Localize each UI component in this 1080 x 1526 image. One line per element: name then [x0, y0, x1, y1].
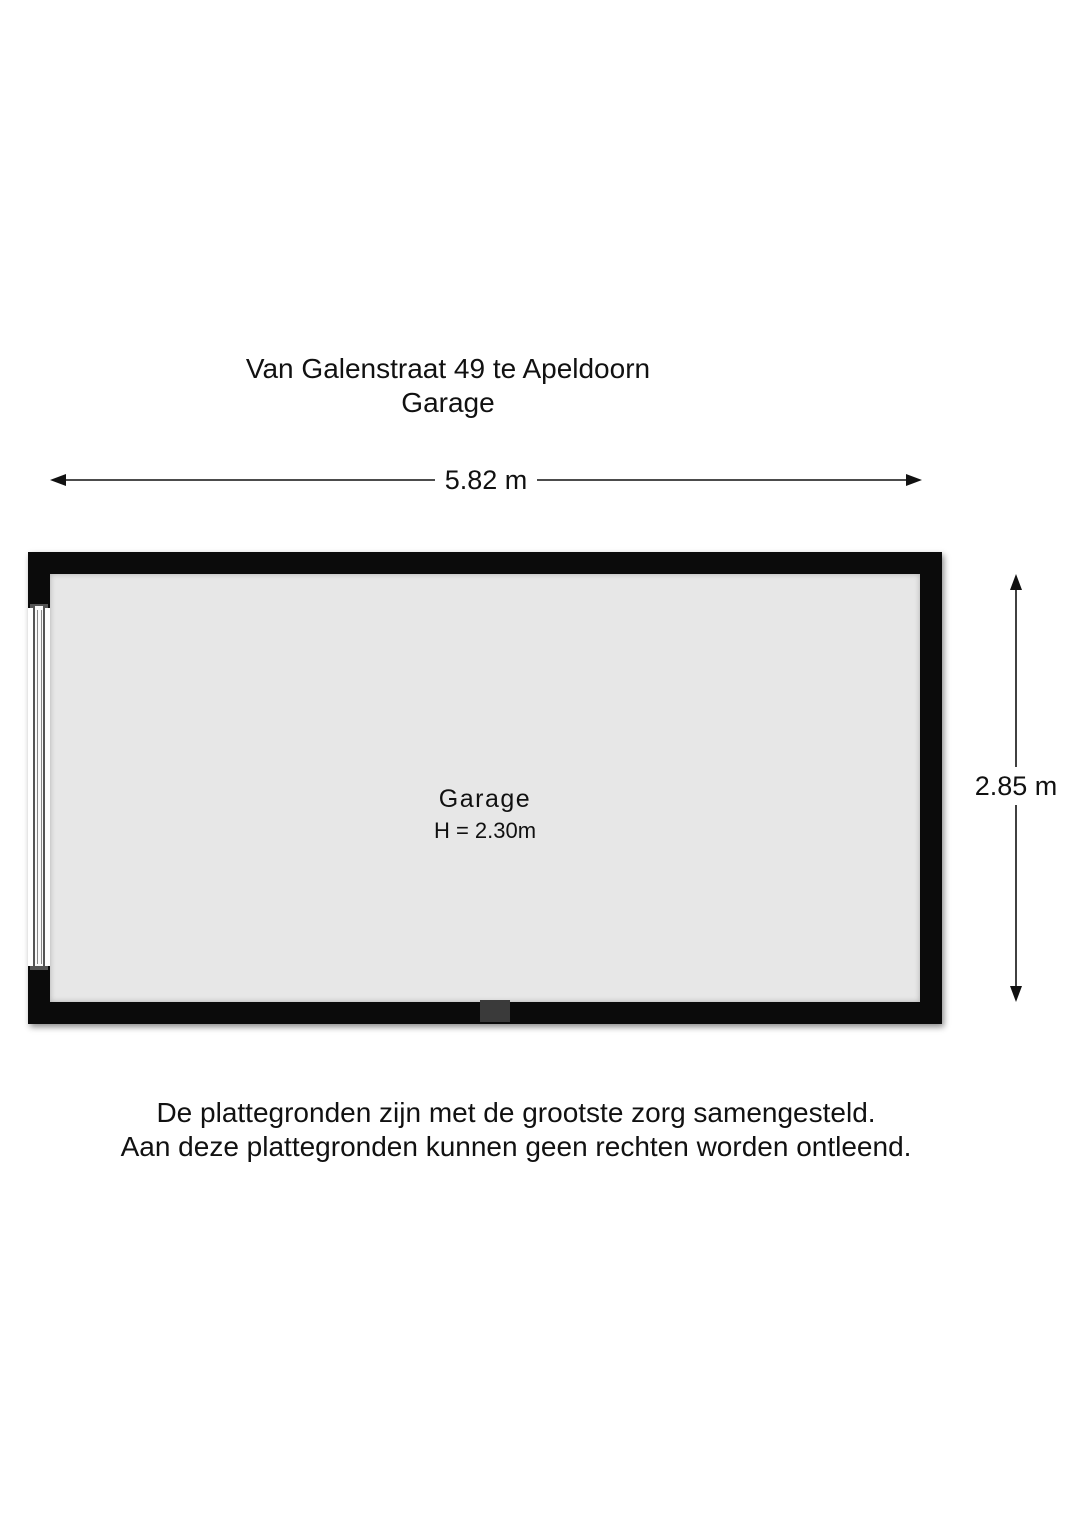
address-title: Van Galenstraat 49 te Apeldoorn: [245, 353, 651, 384]
depth-dimension-label: 2.85 m: [975, 767, 1058, 805]
garage-room-floor: [50, 574, 920, 1002]
depth-dimension-line: [960, 572, 1072, 1004]
door-jamb-bottom: [30, 966, 48, 970]
garage-door-icon: [33, 606, 45, 968]
floor-title: Garage: [401, 387, 495, 418]
width-dimension-label: 5.82 m: [435, 465, 538, 495]
disclaimer-line-2: Aan deze plattegronden kunnen geen rechten worden ontleend.: [120, 1131, 912, 1162]
width-arrow: [48, 462, 924, 498]
width-dimension-line: [48, 462, 924, 498]
disclaimer-line-1: De plattegronden zijn met de grootste zorg samengesteld.: [156, 1097, 876, 1128]
room-name-label: Garage: [438, 785, 532, 813]
wall-column: [480, 1000, 510, 1022]
room-height-label: H = 2.30m: [433, 818, 537, 843]
disclaimer: [40, 1096, 992, 1164]
garage-floor-plan: [28, 552, 942, 1024]
plan-title-block: [148, 352, 748, 420]
